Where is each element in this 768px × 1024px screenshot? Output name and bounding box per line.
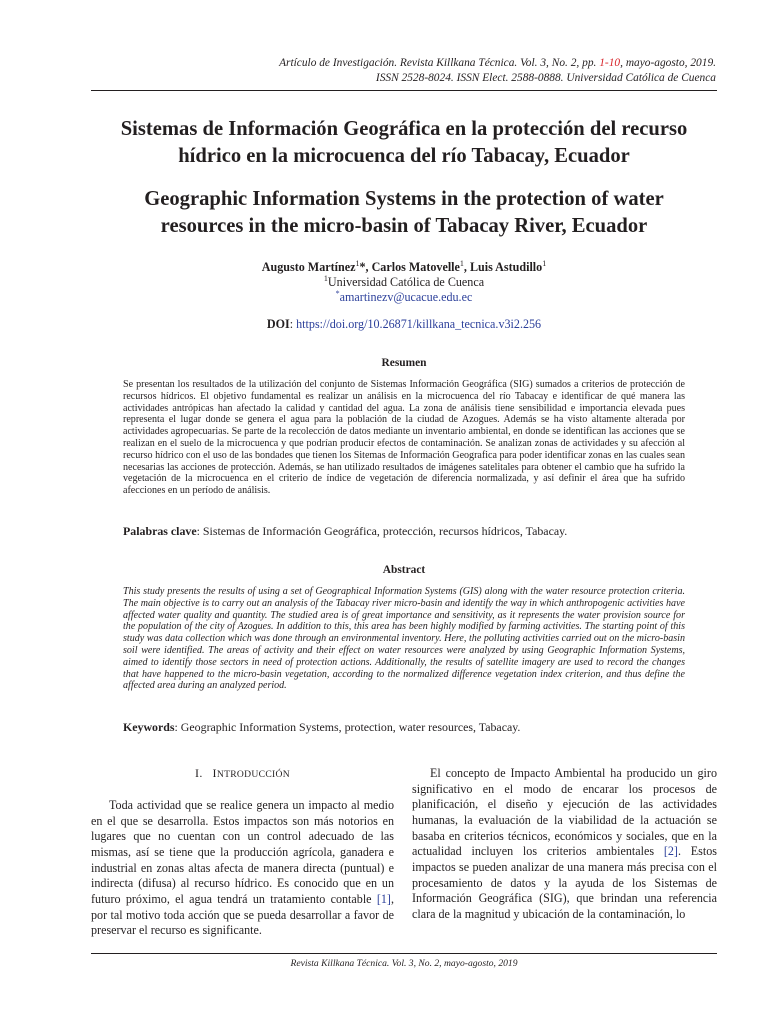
doi-label: DOI — [266, 317, 290, 331]
author-name: Augusto Martínez — [261, 260, 356, 275]
section-title-rest: NTRODUCCIÓN — [216, 769, 290, 780]
keywords-label: Keywords — [123, 720, 175, 734]
header-citation: Artículo de Investigación. Revista Killkana Técnica. Vol. 3, No. 2, pp. — [279, 57, 597, 69]
doi-separator: : — [289, 317, 297, 331]
palabras-clave-list: : Sistemas de Información Geográfica, protección, recursos hídricos, Tabacay. — [196, 524, 568, 538]
resumen-heading: Resumen — [381, 357, 427, 369]
abstract-heading: Abstract — [382, 564, 426, 576]
header-date: , mayo-agosto, 2019. — [620, 57, 716, 69]
author-separator: , — [365, 260, 372, 275]
running-header-line2: ISSN 2528-8024. ISSN Elect. 2588-0888. Universidad Católica de Cuenca — [375, 72, 716, 84]
doi-link[interactable]: https://doi.org/10.26871/killkana_tecnica.v3i2.256 — [296, 317, 542, 331]
palabras-clave — [123, 524, 685, 539]
affiliation-sup: 1 — [323, 274, 328, 283]
title-english — [60, 186, 748, 239]
intro-left-column — [91, 798, 394, 939]
author-affil-sup: 1 — [459, 259, 464, 268]
section-title-initial: I — [212, 766, 217, 780]
running-header-line1 — [279, 57, 716, 69]
palabras-clave-label: Palabras clave — [123, 524, 197, 538]
author-separator: , — [463, 260, 470, 275]
keywords-list: : Geographic Information Systems, protection, water resources, Tabacay. — [174, 720, 521, 734]
author-list — [0, 259, 768, 275]
author-affil-sup: 1 — [542, 259, 547, 268]
section-heading-introduccion — [91, 766, 394, 781]
abstract-text: This study presents the results of using a set of Geographical Information Systems (GIS) along with the water resource protection criteria. The main objective is to carry out an analysis of the Tabacay river micro-basin and identify the way in which anthropogenic activities have affected water quality and quantity. The studied area is of great importance and sensitivity, as it represents the water provision source for the population of the city of Azogues. In addition to this, this area has been highly modified by farming activities. The starting point of this study was data collection which was done through an environmental inventory. Here, the polluting activities carried out on the micro-basin soil were identified. The areas of activity and their effect on water resources were analyzed by using Geographic Information Systems, aimed to identify those sectors in need of protection actions. Additionally, the results of satellite imagery are used to record the changes that have happened to the micro-basin vegetation, according to the normalized difference vegetation index criterion, and thus define the affected area during an analyzed period. — [123, 586, 685, 692]
intro-left-tail: , por tal motivo toda acción que se pueda desarrollar a favor de preservar el recurso es significante. — [91, 891, 394, 938]
email-link[interactable]: amartinezv@ucacue.edu.ec — [339, 290, 473, 305]
intro-left-text: Toda actividad que se realice genera un impacto al medio en el que se desarrolla. Estos impactos son más notorios en lugares que no cuentan con un control adecuado de las mismas, así se tiene que la producción agrícola, ganadera e industrial en zonas altas afecta de manera directa (puntual) e indirecta (difusa) al recurso hídrico. Es conocido que en un futuro próximo, el agua tendrá un tratamiento contable — [91, 798, 394, 906]
citation-link[interactable]: [1] — [376, 891, 391, 906]
title-spanish-line2: hídrico en la microcuenca del río Tabacay, Ecuador — [178, 144, 630, 167]
resumen-text: Se presentan los resultados de la utilización del conjunto de Sistemas Información Geográfica (SIG) sumados a criterios de protección de recursos hídricos. El objetivo fundamental es realizar un análisis en la microcuenca del río Tabacay e identificar de qué manera las actividades antrópicas han afectado la calidad y cantidad del agua. La zona de análisis tiene sensibilidad e importancia elevada pues representa el lugar donde se genera el agua para la población de la ciudad de Azogues. Además se ha visto altamente alterada por actividades agropecuarias. Se parte de la recolección de datos mediante un inventario ambiental, en donde se identifican las acciones que se realizan en el suelo de la microcuenca y que podrían producir efectos de contaminación. Se analizan zonas de actividades y su afección al recurso hídrico con el uso de las bondades que tienen los Sitemas de Información Geografica para poder identificar zonas en las cuales sean necesarias las acciones de protección. Además, se han utilizado resultados de imágenes satelitales para obtener el cambio que ha sufrido la vegetación de la microcuenca en el criterio de índice de vegetación de diferencia normalizada, y así definir el área que ha sufrido afecciones en un período de análisis. — [123, 379, 685, 497]
running-footer: Revista Killkana Técnica. Vol. 3, No. 2, mayo-agosto, 2019 — [290, 958, 518, 969]
affiliation — [0, 274, 768, 290]
email-mark: * — [335, 289, 340, 298]
title-spanish-line1: Sistemas de Información Geográfica en la protección del recurso — [120, 118, 688, 140]
email-line — [0, 289, 768, 305]
author-name: Carlos Matovelle — [371, 260, 460, 275]
header-rule — [91, 90, 717, 91]
author-affil-sup: 1 — [355, 259, 360, 268]
citation-link[interactable]: [2] — [663, 844, 678, 859]
footer-rule — [91, 953, 717, 954]
affiliation-name: Universidad Católica de Cuenca — [327, 275, 485, 290]
intro-right-column — [412, 766, 717, 923]
section-numeral: I. — [195, 766, 203, 780]
intro-right-tail: . Estos impactos se pueden analizar de una manera más precisa con el procesamiento de datos y la ayuda de los Sistemas de Información Geográfica (SIG), que brindan una referencia clara de la magnitud y ubicación de la contaminación, lo — [412, 844, 717, 921]
corresponding-mark: * — [359, 260, 366, 275]
resumen-body — [123, 379, 685, 497]
intro-right-text: El concepto de Impacto Ambiental ha producido un giro significativo en el modo de encarar los procesos de planificación, el diseño y ejecución de las actividades humanas, la evaluación de la viabilidad de la actuación se basaba en criterios técnicos, económicos y sociales, que en la actualidad incluyen los criterios ambientales — [412, 766, 717, 859]
title-english-line2: resources in the micro-basin of Tabacay River, Ecuador — [160, 214, 648, 237]
keywords — [123, 720, 685, 735]
header-pages-link[interactable]: 1-10 — [599, 57, 621, 69]
author-name: Luis Astudillo — [469, 260, 543, 275]
doi-line — [0, 317, 768, 332]
title-spanish — [60, 116, 748, 169]
abstract-body — [123, 586, 685, 692]
title-english-line1: Geographic Information Systems in the protection of water — [144, 188, 664, 210]
